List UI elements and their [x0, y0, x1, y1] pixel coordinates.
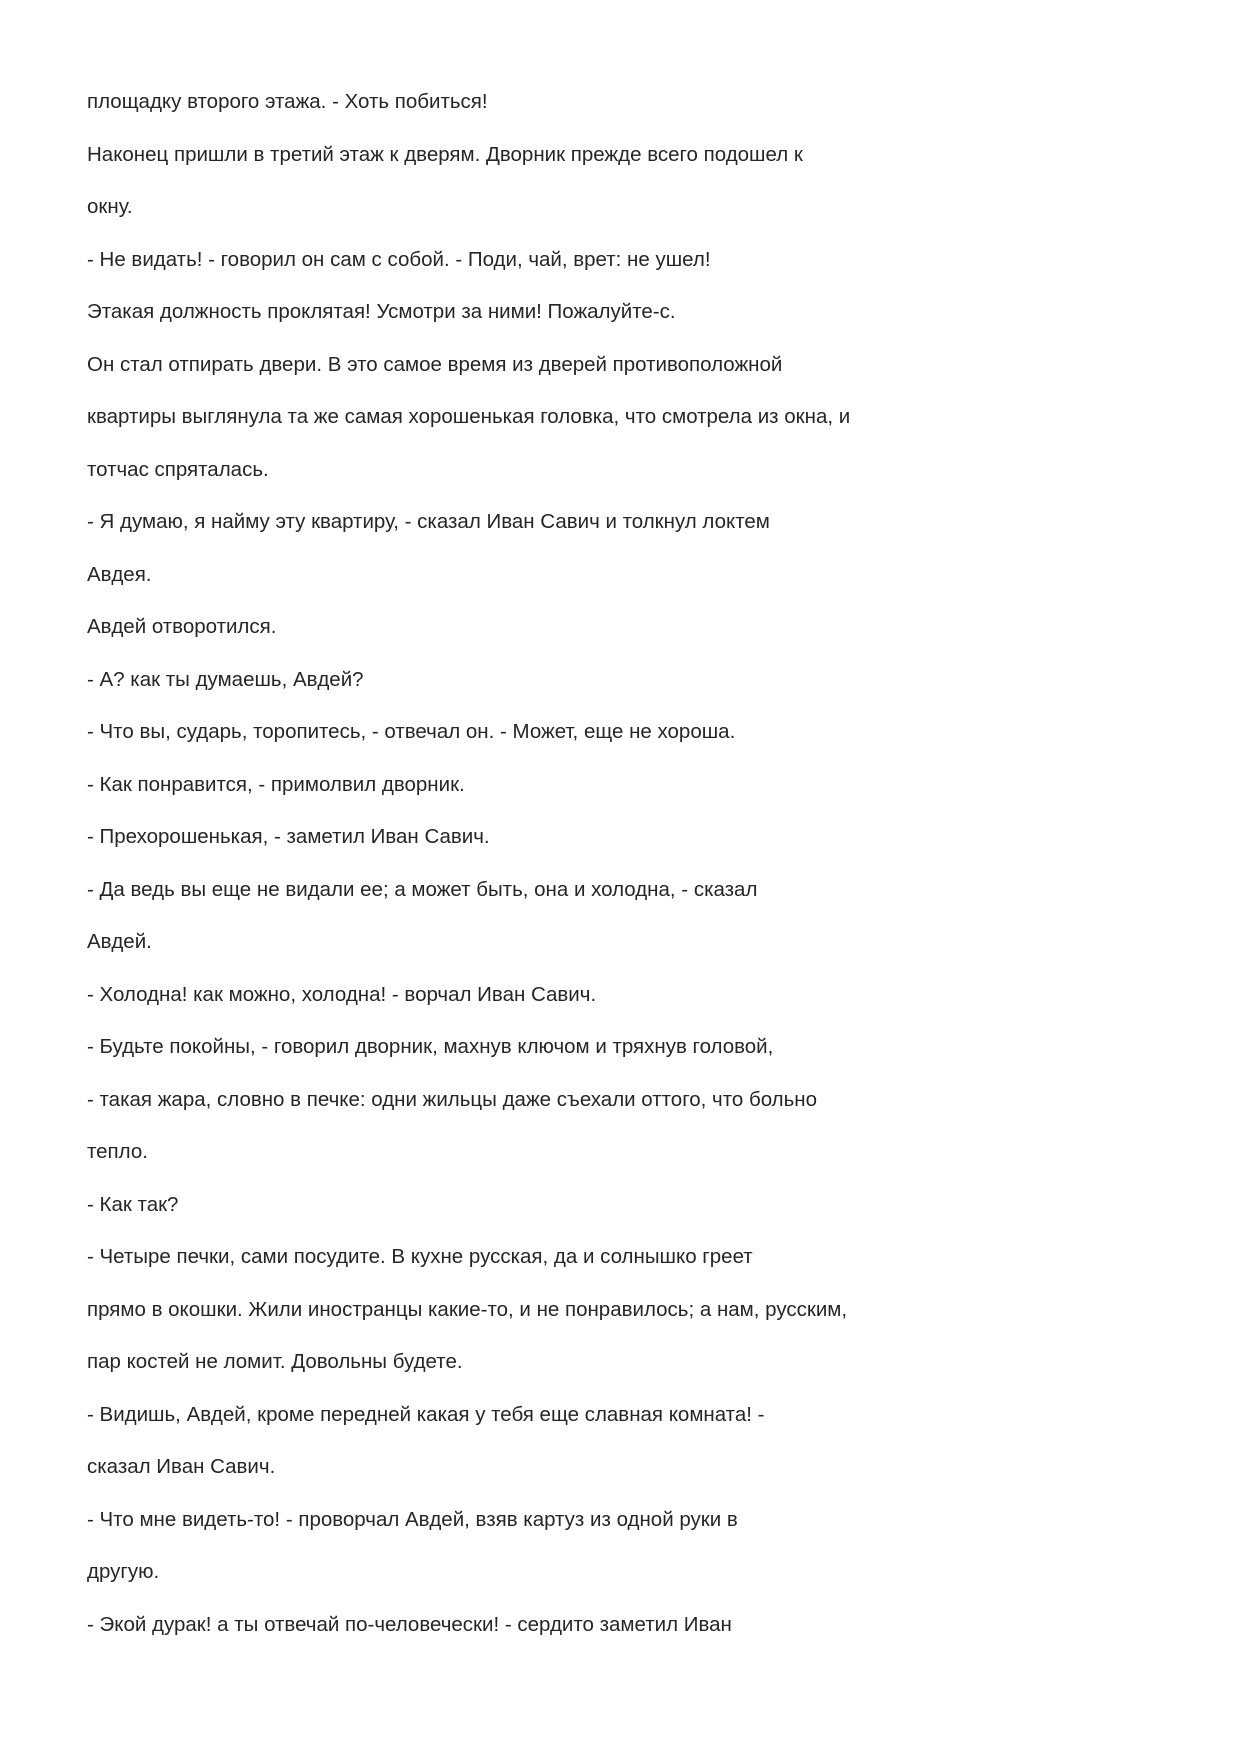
text-line: пар костей не ломит. Довольны будете. [87, 1350, 463, 1373]
text-line: - Что вы, сударь, торопитесь, - отвечал он. - Может, еще не хороша. [87, 720, 736, 743]
text-line: Авдей отворотился. [87, 615, 277, 638]
text-line: квартиры выглянула та же самая хорошенькая головка, что смотрела из окна, и [87, 405, 851, 428]
text-line: прямо в окошки. Жили иностранцы какие-то, и не понравилось; а нам, русским, [87, 1297, 848, 1321]
text-line: - Что мне видеть-то! - проворчал Авдей, взяв картуз из одной руки в [87, 1507, 738, 1531]
text-line: Этакая должность проклятая! Усмотри за ними! Пожалуйте-с. [87, 300, 676, 323]
text-line: - Холодна! как можно, холодна! - ворчал Иван Савич. [87, 982, 597, 1006]
text-line: - Будьте покойны, - говорил дворник, махнув ключом и тряхнув головой, [87, 1035, 774, 1058]
document-text [87, 82, 1167, 1657]
text-line: окну. [87, 195, 133, 218]
text-line: Авдея. [87, 562, 152, 586]
text-line: тотчас спряталась. [87, 457, 269, 481]
text-line: - Как понравится, - примолвил дворник. [87, 772, 465, 796]
text-line: - такая жара, словно в печке: одни жильцы даже съехали оттого, что больно [87, 1087, 818, 1111]
text-line: Наконец пришли в третий этаж к дверям. Дворник прежде всего подошел к [87, 142, 803, 166]
text-line: - Не видать! - говорил он сам с собой. - Поди, чай, врет: не ушел! [87, 247, 711, 271]
text-line: Он стал отпирать двери. В это самое время из дверей противоположной [87, 352, 783, 376]
text-line: - Экой дурак! а ты отвечай по-человечески! - сердито заметил Иван [87, 1612, 732, 1636]
text-line: - Да ведь вы еще не видали ее; а может быть, она и холодна, - сказал [87, 877, 758, 901]
text-line: - Видишь, Авдей, кроме передней какая у тебя еще славная комната! - [87, 1402, 765, 1426]
text-line: - А? как ты думаешь, Авдей? [87, 667, 364, 691]
text-line: сказал Иван Савич. [87, 1455, 276, 1478]
text-line: тепло. [87, 1140, 148, 1163]
text-line: - Прехорошенькая, - заметил Иван Савич. [87, 825, 490, 848]
text-line: - Я думаю, я найму эту квартиру, - сказал Иван Савич и толкнул локтем [87, 510, 770, 533]
text-line: площадку второго этажа. - Хоть побиться! [87, 90, 488, 113]
text-line: Авдей. [87, 930, 152, 953]
text-line: другую. [87, 1560, 160, 1583]
text-line: - Как так? [87, 1192, 179, 1216]
text-line: - Четыре печки, сами посудите. В кухне русская, да и солнышко греет [87, 1245, 753, 1268]
